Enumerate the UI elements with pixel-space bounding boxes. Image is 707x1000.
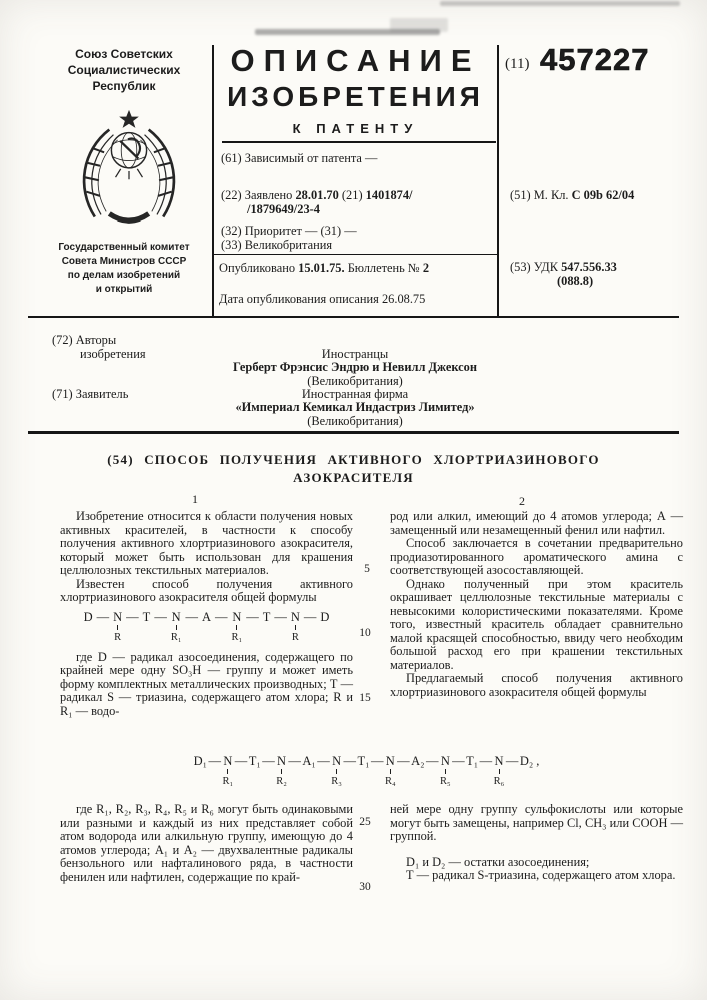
body-column-right: [390, 510, 683, 699]
paragraph: Предлагаемый способ получения активного хлортриазинового азокрасителя общей формулы: [390, 671, 683, 699]
field-filed-date-appnumber: (22) Заявлено 28.01.70 (21) 1401874/: [221, 188, 413, 202]
field-appnumber-continued: /1879649/23-4: [247, 202, 320, 216]
invention-title-line: АЗОКРАСИТЕЛЯ: [293, 469, 414, 485]
paragraph: D₁ и D₂ — остатки азосоединения;: [406, 854, 590, 869]
paragraph: Изобретение относится к области получения новых активных красителей, в частности к способу получения активного хлортриазинового азокрасителя, который может быть использован для крашения целлюлозных текстильных материалов.: [60, 509, 353, 577]
state-committee-name: [34, 241, 214, 297]
column-marker-left: 1: [192, 492, 198, 506]
state-committee-line: Совета Министров СССР: [61, 256, 187, 267]
field-priority: (32) Приоритет — (31) —: [221, 224, 357, 238]
document-kind-heading: [214, 44, 497, 136]
scan-artifact: [440, 1, 680, 6]
applicant-country: (Великобритания): [307, 414, 403, 428]
field-udc: (53) УДК 547.556.33: [510, 260, 617, 274]
margin-line-number: 25: [359, 816, 371, 828]
issuing-union-line: Республик: [92, 79, 156, 93]
invention-title-line: (54) СПОСОБ ПОЛУЧЕНИЯ АКТИВНОГО ХЛОРТРИАЗИНОВОГО: [107, 452, 600, 467]
paragraph: род или алкил, имеющий до 4 атомов углерода; А — замещенный или незамещенный фенил или нафтил.: [390, 509, 683, 537]
heading-underline: [222, 141, 496, 143]
paragraph: ней мере одну группу сульфокислоты или которые могут быть замещены, например Cl, CH₃ или COOH — группой.: [390, 802, 683, 843]
applicant-name: «Империал Кемикал Индастриз Лимитед»: [235, 400, 475, 414]
body-column-bottom-left: [60, 803, 353, 884]
column-marker-right: 2: [519, 494, 525, 508]
document-kind-word: ОПИСАНИЕ: [230, 43, 481, 78]
doc-number-code: (11): [505, 56, 530, 72]
margin-line-number: 15: [359, 692, 371, 704]
paragraph: Известен способ получения активного хлортриазинового азокрасителя общей формулы: [60, 576, 353, 604]
formula-known-dye: D — N R — T — N R₁ — A — N R₁ — T — N R — D: [83, 609, 330, 643]
paragraph: Однако полученный при этом краситель окрашивает целлюлозные текстильные материалы с невысокими колористическими показателями. Кроме того, известный краситель обладает сравнительно малой красящей способностью, ввиду чего необходим большой расход его при крашении текстильных материалов.: [390, 576, 683, 672]
doc-number: 457227: [540, 42, 650, 77]
authors-code-label: (72) Авторы: [52, 333, 117, 347]
field-description-date: Дата опубликования описания 26.08.75: [219, 292, 426, 306]
paragraph: Способ заключается в сочетании предварительно продиазотированного ароматического амина с соответствующей азосоставляющей.: [390, 536, 683, 577]
applicant-note: Иностранная фирма: [301, 387, 409, 401]
body-column-left: [60, 510, 353, 718]
field-separator-rule: [213, 254, 497, 255]
paragraph: где D — радикал азосоединения, содержащего по крайней мере одну SO₃H — группу и может иметь форму комплектных металлических производных; Т — радикал S — триазина, содержащего атом хлора; R и R₁ — водо-: [60, 649, 353, 718]
divider-vertical-right: [497, 45, 499, 316]
authors-country: (Великобритания): [307, 374, 403, 388]
ussr-coat-of-arms-emblem: [72, 108, 186, 236]
invention-title: [60, 451, 647, 486]
formula-proposed-dye-row: [0, 755, 707, 788]
margin-line-number: 5: [364, 563, 370, 575]
formula-proposed-dye: D₁ — N R₁ — T₁ — N R₂ — A₁ — N R₃ — T₁ — N R₄ — A₂ — N R₅ — T₁ — N R₆ — D₂ ,: [193, 754, 540, 787]
field-published: Опубликовано 15.01.75. Бюллетень № 2: [219, 261, 430, 275]
margin-line-number: 10: [359, 627, 371, 639]
issuing-union-line: Социалистических: [67, 63, 181, 77]
state-committee-line: по делам изобретений: [67, 270, 181, 281]
ussr-coat-of-arms-icon: [72, 108, 186, 236]
scan-artifact: [255, 29, 440, 35]
issuing-union-line: Союз Советских: [75, 47, 173, 61]
field-priority-country: (33) Великобритания: [221, 238, 333, 252]
margin-line-number: 30: [359, 881, 371, 893]
field-udc-continued: (088.8): [557, 274, 594, 288]
document-kind-subtitle: К ПАТЕНТУ: [292, 121, 419, 136]
paragraph: где R₁, R₂, R₃, R₄, R₅ и R₆ могут быть одинаковыми или разными и каждый из них представляет собой атом водорода или алкильную группу, имеющую до 4 атомов углерода; А₁ и А₂ — двухвалентные радикалы бензольного или нафталинового ряда, в частности фенилен или нафтилен, содержащие по край-: [60, 802, 353, 884]
issuing-union-name: [38, 46, 210, 94]
state-committee-line: и открытий: [95, 284, 153, 295]
field-int-class: (51) М. Кл. С 09b 62/04: [510, 188, 635, 202]
field-dependent-patent: (61) Зависимый от патента —: [221, 151, 378, 165]
authors-code-label2: изобретения: [80, 347, 146, 361]
paragraph: Т — радикал S-триазина, содержащего атом хлора.: [406, 868, 676, 882]
document-kind-word: ИЗОБРЕТЕНИЯ: [227, 81, 484, 112]
authors-note: Иностранцы: [321, 347, 389, 361]
parties-bottom-rule: [28, 431, 679, 434]
state-committee-line: Государственный комитет: [58, 242, 190, 253]
authors-names: Герберт Фрэнсис Эндрю и Невилл Джексон: [232, 360, 478, 374]
body-column-bottom-right: [390, 803, 683, 883]
applicant-code-label: (71) Заявитель: [52, 387, 129, 401]
masthead-bottom-rule: [28, 316, 679, 318]
